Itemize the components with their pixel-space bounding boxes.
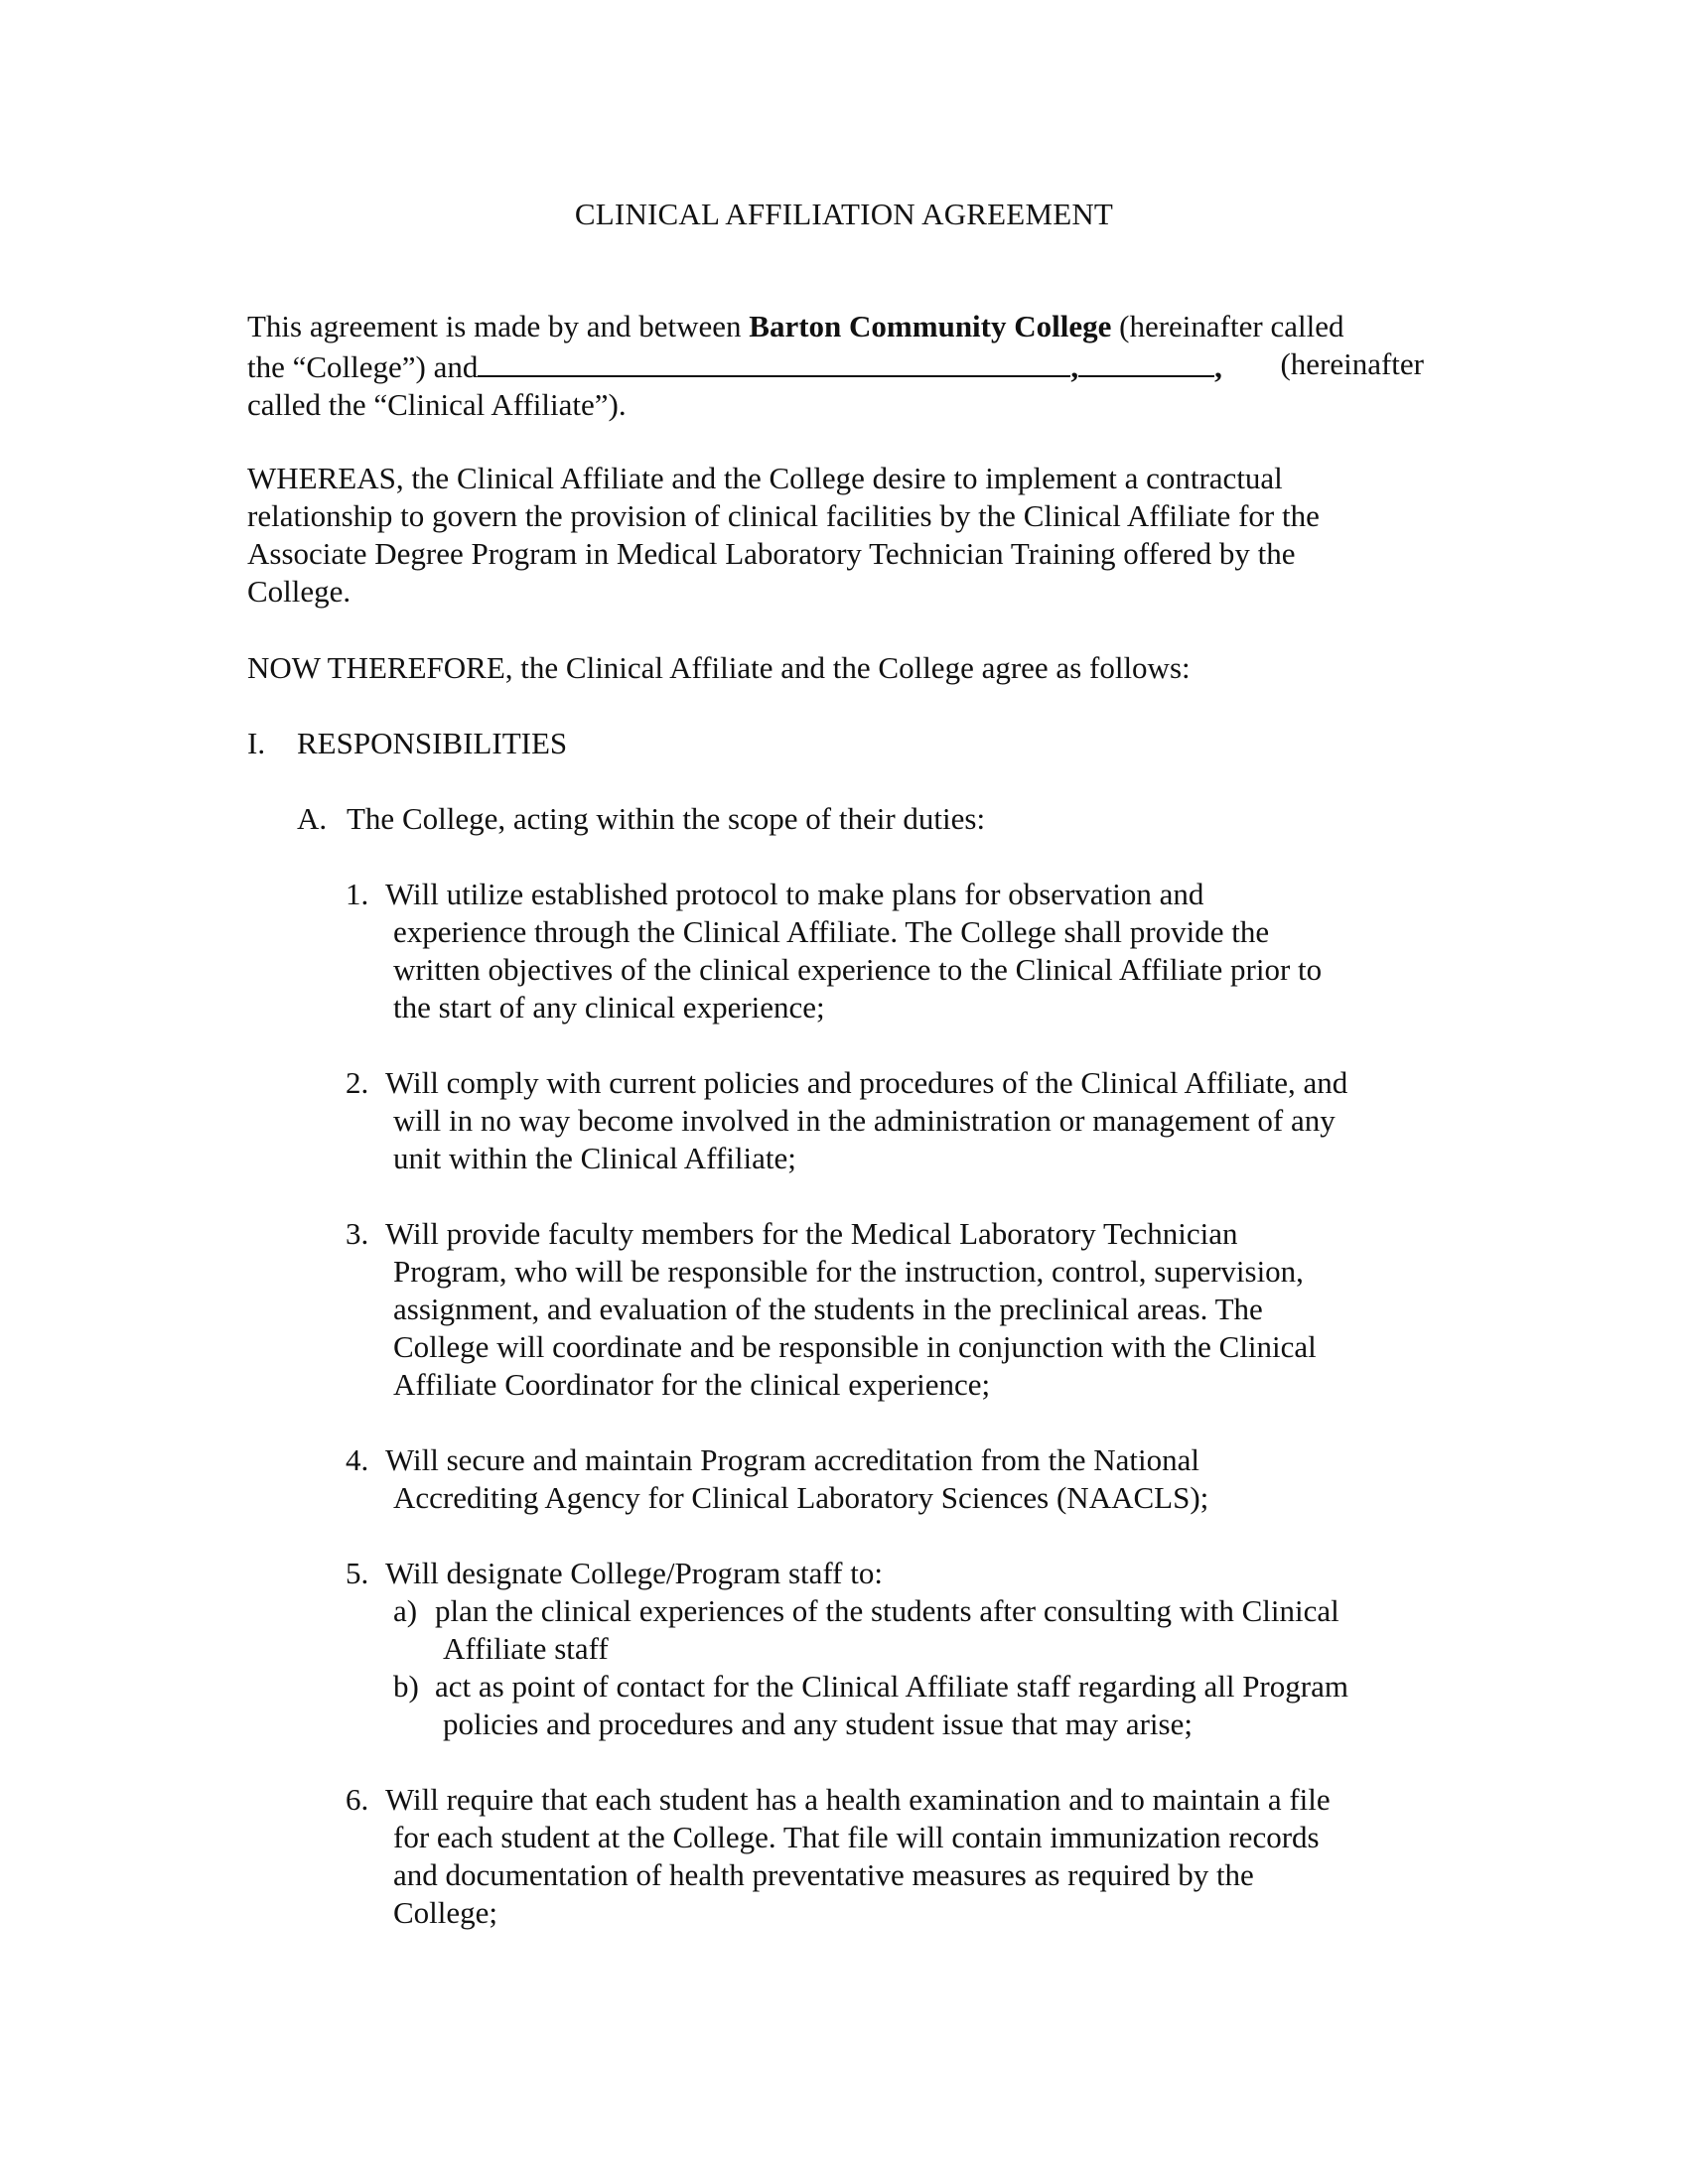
list-item-line: will in no way become involved in the administration or management of any (393, 1103, 1336, 1138)
whereas-line: WHEREAS, the Clinical Affiliate and the College desire to implement a contractual (247, 461, 1283, 495)
document-title: CLINICAL AFFILIATION AGREEMENT (574, 197, 1114, 231)
list-item-text: Will comply with current policies and procedures of the Clinical Affiliate, and (385, 1065, 1348, 1100)
subsection-a-letter: A. (297, 801, 328, 836)
subsection-a-title: The College, acting within the scope of their duties: (347, 801, 986, 836)
list-item-line: Affiliate Coordinator for the clinical experience; (393, 1367, 991, 1402)
intro-text-4: (hereinafter (1280, 346, 1424, 381)
list-item-line (346, 1215, 1317, 1253)
list-item-line: for each student at the College. That file will contain immunization records (393, 1820, 1320, 1854)
now-therefore-paragraph (247, 649, 1424, 687)
whereas-line: Associate Degree Program in Medical Laboratory Technician Training offered by the (247, 536, 1296, 571)
list-item-number: 4. (346, 1442, 369, 1477)
list-item-6 (346, 1781, 1331, 1932)
list-item-line (346, 1781, 1331, 1819)
list-item-line: and documentation of health preventative measures as required by the (393, 1857, 1254, 1892)
affiliate-location-blank (1078, 345, 1214, 377)
list-item-text: Will designate College/Program staff to: (385, 1556, 883, 1590)
list-item-text: Will utilize established protocol to make plans for observation and (385, 877, 1204, 911)
sub-item-letter: b) (393, 1669, 419, 1704)
list-item-line (346, 1555, 1348, 1592)
list-item-2 (346, 1064, 1347, 1177)
intro-line-1 (247, 308, 1424, 345)
sub-item-letter: a) (393, 1593, 418, 1628)
intro-line-3: called the “Clinical Affiliate”). (247, 387, 627, 422)
now-therefore-line: NOW THEREFORE, the Clinical Affiliate and the College agree as follows: (247, 650, 1191, 685)
list-item-line (346, 1064, 1347, 1102)
list-item-line: unit within the Clinical Affiliate; (393, 1141, 796, 1175)
intro-paragraph (247, 308, 1424, 424)
sub-item-text: plan the clinical experiences of the students after consulting with Clinical (435, 1593, 1339, 1628)
list-item-line: Accrediting Agency for Clinical Laboratory Sciences (NAACLS); (393, 1480, 1209, 1515)
list-item-line (346, 1441, 1208, 1479)
list-item-text: Will secure and maintain Program accreditation from the National (385, 1442, 1199, 1477)
section-i-title: RESPONSIBILITIES (297, 726, 568, 760)
list-item-line: experience through the Clinical Affiliate. The College shall provide the (393, 914, 1270, 949)
whereas-paragraph (247, 460, 1424, 611)
list-item-number: 3. (346, 1216, 369, 1251)
list-item-line: the start of any clinical experience; (393, 990, 825, 1024)
intro-text-2: (hereinafter called (1111, 309, 1344, 343)
list-item-number: 2. (346, 1065, 369, 1100)
list-item-line: College will coordinate and be responsible in conjunction with the Clinical (393, 1329, 1317, 1364)
intro-line-2 (247, 345, 1424, 386)
comma-2: , (1214, 349, 1222, 384)
sub-item-b (346, 1668, 1348, 1706)
affiliate-name-blank (478, 345, 1070, 377)
list-item-1 (346, 876, 1322, 1026)
whereas-line: College. (247, 574, 352, 609)
list-item-4 (346, 1441, 1208, 1517)
college-name: Barton Community College (749, 309, 1112, 343)
list-item-line: Program, who will be responsible for the instruction, control, supervision, (393, 1254, 1304, 1289)
intro-line-2-left (247, 345, 1222, 386)
intro-text-3: the “College”) and (247, 349, 479, 384)
intro-text-1: This agreement is made by and between (247, 309, 750, 343)
list-item-line: College; (393, 1895, 498, 1930)
list-item-number: 1. (346, 877, 369, 911)
comma-1: , (1070, 349, 1079, 384)
list-item-number: 6. (346, 1782, 369, 1817)
whereas-line: relationship to govern the provision of clinical facilities by the Clinical Affiliate for the (247, 498, 1320, 533)
list-item-line: written objectives of the clinical experience to the Clinical Affiliate prior to (393, 952, 1323, 987)
list-item-line: assignment, and evaluation of the students in the preclinical areas. The (393, 1292, 1263, 1326)
sub-item-a (346, 1592, 1348, 1630)
section-i-numeral: I. (247, 726, 266, 760)
sub-item-line: Affiliate staff (443, 1631, 609, 1666)
list-item-text: Will require that each student has a health examination and to maintain a file (385, 1782, 1331, 1817)
subsection-a-heading (297, 800, 985, 838)
list-item-number: 5. (346, 1556, 369, 1590)
sub-item-line: policies and procedures and any student issue that may arise; (443, 1706, 1193, 1741)
list-item-line (346, 876, 1322, 913)
list-item-3 (346, 1215, 1317, 1404)
sub-item-text: act as point of contact for the Clinical Affiliate staff regarding all Program (435, 1669, 1348, 1704)
section-i-heading (247, 725, 567, 762)
list-item-5 (346, 1555, 1348, 1743)
list-item-text: Will provide faculty members for the Medical Laboratory Technician (385, 1216, 1238, 1251)
